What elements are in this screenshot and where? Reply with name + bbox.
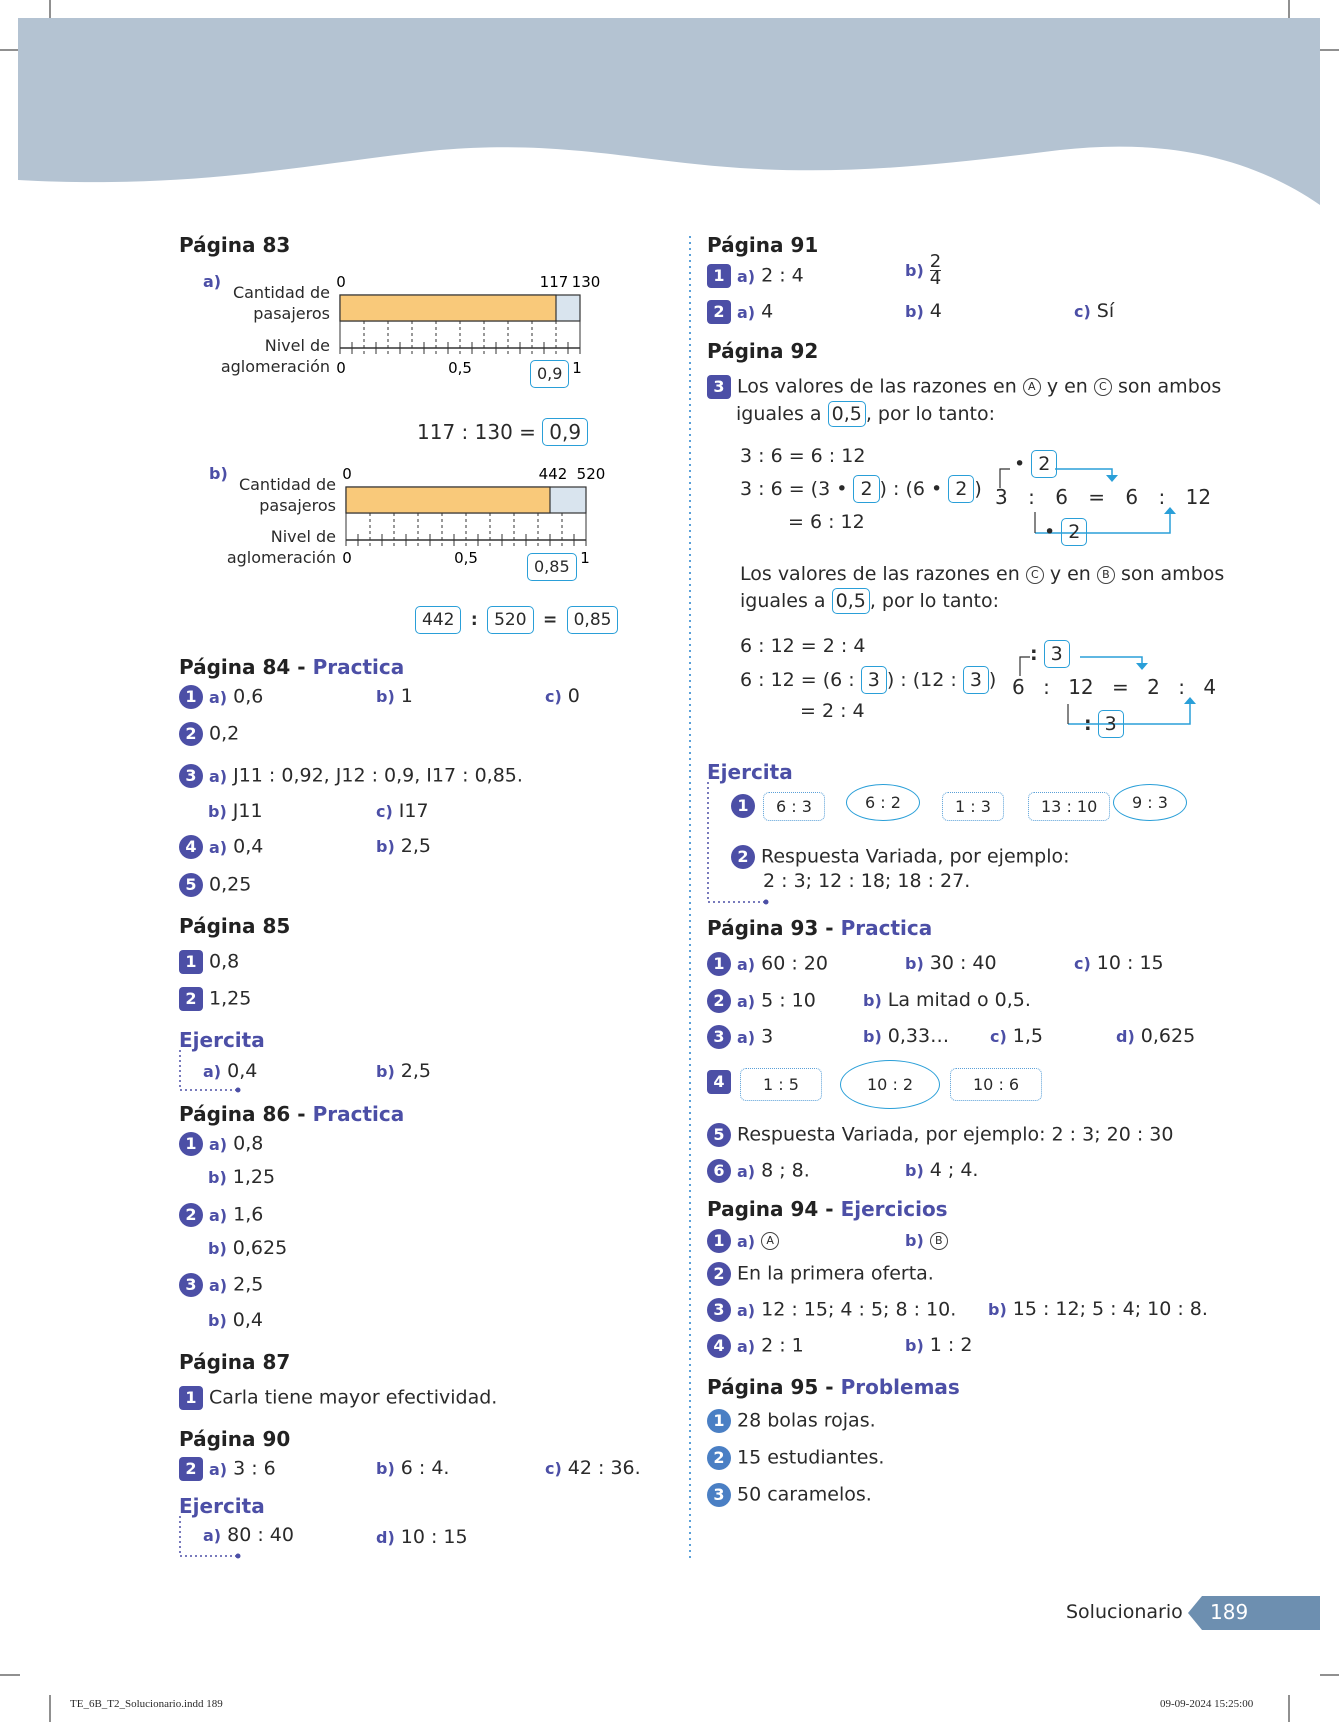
p90-q2-c: c) 42 : 36. (545, 1457, 641, 1479)
p94-q4-b: b) 1 : 2 (905, 1334, 973, 1356)
p92-ej2: 2 Respuesta Variada, por ejemplo: (731, 845, 1070, 869)
p90-ej-a: a) 80 : 40 (203, 1524, 294, 1546)
p92-ej1-item-3: 1 : 3 (942, 792, 1004, 821)
p91-q2-b: b) 4 (905, 300, 942, 322)
page-84-title: Página 84 - Practica (179, 655, 405, 679)
p92-q3-d2-top: : 3 (1030, 640, 1070, 668)
p83-a-bar-fill (340, 295, 556, 321)
p83-a-label: a) (203, 272, 222, 291)
p92-q3-d2-bot: : 3 (1084, 710, 1124, 738)
p93-q5: 5 Respuesta Variada, por ejemplo: 2 : 3; 20 : 30 (707, 1123, 1173, 1147)
p84-q4-b: b) 2,5 (376, 835, 431, 857)
page-92-title: Página 92 (707, 339, 819, 363)
p92-q3-line3: Los valores de las razones en C y en B son ambos (740, 563, 1225, 585)
p93-q4-item-2-circled: 10 : 2 (840, 1060, 940, 1109)
p93-q1-c: c) 10 : 15 (1074, 952, 1164, 974)
p83-b-ticks (346, 513, 586, 546)
p90-q2-b: b) 6 : 4. (376, 1457, 450, 1479)
p86-q3-b: b) 0,4 (208, 1309, 263, 1331)
footer-page-tab (1188, 1596, 1320, 1630)
p86-q2-b: b) 0,625 (208, 1237, 288, 1259)
p83-b-bot-0: 0 (342, 549, 352, 567)
footer-label: Solucionario (1066, 1601, 1183, 1623)
column-divider (688, 236, 692, 1558)
p83-a-equation: 117 : 130 = 0,9 (417, 418, 588, 446)
p85-q1: 1 0,8 (179, 950, 239, 974)
p95-q3: 3 50 caramelos. (707, 1483, 872, 1507)
p92-q3-d2-row: 6 : 12 = 2 : 4 (1012, 675, 1217, 699)
p92-q3-eq4: 6 : 12 = 2 : 4 (740, 635, 866, 657)
p92-q3-eq5: 6 : 12 = (6 : 3 ) : (12 : 3 ) (740, 666, 996, 694)
p92-ejercita-title: Ejercita (707, 760, 793, 784)
p83-b-top-442: 442 (538, 465, 568, 483)
p93-q4-item-3: 10 : 6 (950, 1068, 1042, 1101)
p83-b-top-0: 0 (342, 465, 352, 483)
footer-file-info: TE_6B_T2_Solucionario.indd 189 (70, 1698, 223, 1710)
p93-q4-number: 4 (707, 1070, 737, 1094)
p83-b-eq-a: 442 (415, 606, 461, 634)
p92-q3-d1-top: • 2 (1014, 450, 1057, 478)
footer-page-number: 189 (1210, 1600, 1249, 1624)
p95-q1: 1 28 bolas rojas. (707, 1409, 876, 1433)
p84-q3-c: c) I17 (376, 800, 429, 822)
p86-q3: 3 a) 2,5 (179, 1273, 263, 1297)
p83-b-bot-1: 1 (580, 549, 590, 567)
page-95-title: Página 95 - Problemas (707, 1375, 960, 1399)
page-93-title: Página 93 - Practica (707, 916, 933, 940)
p93-q2: 2 a) 5 : 10 (707, 989, 816, 1013)
page-83-title: Página 83 (179, 233, 291, 257)
p91-q2-c: c) Sí (1074, 300, 1115, 322)
p92-ej1-item-2-circled: 6 : 2 (846, 784, 920, 821)
p84-q3: 3 a) J11 : 0,92, J12 : 0,9, I17 : 0,85. (179, 764, 523, 788)
p83-a-top-0: 0 (336, 273, 346, 291)
p92-q3-eq1: 3 : 6 = 6 : 12 (740, 445, 866, 467)
p90-ejercita-title: Ejercita (179, 1494, 265, 1518)
header-banner (0, 0, 1339, 220)
p92-ej2-line2: 2 : 3; 12 : 18; 18 : 27. (763, 870, 971, 892)
p83-a-bot-1: 1 (572, 359, 582, 377)
p83-b-equation: 442 : 520 = 0,85 (415, 606, 618, 634)
p92-q3-eq2: 3 : 6 = (3 • 2 ) : (6 • 2 ) (740, 475, 982, 503)
p83-a-answer-box: 0,9 (530, 360, 569, 388)
p83-a-row1-label: Cantidad de pasajeros (232, 283, 330, 323)
p93-q2-b: b) La mitad o 0,5. (863, 989, 1031, 1011)
p92-q3-line1: 3 Los valores de las razones en A y en C son ambos (707, 375, 1221, 399)
p84-q2: 2 0,2 (179, 722, 239, 746)
p92-ej1-item-1: 6 : 3 (763, 792, 825, 821)
p91-q1: 1 a) 2 : 4 (707, 264, 804, 288)
p83-b-label: b) (209, 464, 228, 483)
p92-q3-eq6: = 2 : 4 (800, 700, 865, 722)
p92-q3-d1-bot: • 2 (1044, 518, 1087, 546)
p93-q3-b: b) 0,33… (863, 1025, 950, 1047)
p84-q3-b: b) J11 (208, 800, 263, 822)
p83-a-ticks (340, 321, 580, 354)
p83-b-answer-box: 0,85 (527, 553, 577, 581)
p93-q6: 6 a) 8 ; 8. (707, 1159, 810, 1183)
p94-q3: 3 a) 12 : 15; 4 : 5; 8 : 10. (707, 1298, 956, 1322)
p85-ej-a: a) 0,4 (203, 1060, 258, 1082)
p83-a-bot-0: 0 (336, 359, 346, 377)
p83-b-top-520: 520 (576, 465, 606, 483)
p92-ej1-item-5-circled: 9 : 3 (1113, 784, 1187, 821)
p94-q2: 2 En la primera oferta. (707, 1262, 934, 1286)
page-90-title: Página 90 (179, 1427, 291, 1451)
p92-q3-eq3: = 6 : 12 (788, 511, 865, 533)
p86-q2: 2 a) 1,6 (179, 1203, 263, 1227)
p83-b-eq-b: 520 (487, 606, 533, 634)
p93-q3-d: d) 0,625 (1116, 1025, 1196, 1047)
p85-ejercita-title: Ejercita (179, 1028, 265, 1052)
p92-ej1-number: 1 (731, 794, 761, 818)
p94-q1-b: b) B (905, 1229, 948, 1251)
page-87-title: Página 87 (179, 1350, 291, 1374)
p83-a-top-117: 117 (539, 273, 569, 291)
p85-q2: 2 1,25 (179, 987, 251, 1011)
page-85-title: Página 85 (179, 914, 291, 938)
p92-ej1-item-4: 13 : 10 (1028, 792, 1110, 821)
p90-ej-d: d) 10 : 15 (376, 1526, 468, 1548)
p94-q4: 4 a) 2 : 1 (707, 1334, 804, 1358)
p83-a-row2-label: Nivel de aglomeración (220, 336, 330, 376)
crop-marks (0, 1660, 1339, 1722)
p84-q1-c: c) 0 (545, 685, 580, 707)
p83-b-row1-label: Cantidad de pasajeros (238, 475, 336, 515)
p83-b-eq-answer: 0,85 (567, 606, 619, 634)
p93-q4-item-1: 1 : 5 (740, 1068, 822, 1101)
p84-q1-b: b) 1 (376, 685, 413, 707)
p83-a-top-130: 130 (571, 273, 601, 291)
page-91-title: Página 91 (707, 233, 819, 257)
p84-q1: 1 a) 0,6 (179, 685, 263, 709)
p83-b-bot-mid: 0,5 (454, 549, 478, 567)
p94-q3-b: b) 15 : 12; 5 : 4; 10 : 8. (988, 1298, 1208, 1320)
footer-timestamp: 09-09-2024 15:25:00 (1160, 1698, 1254, 1710)
page-94-title: Pagina 94 - Ejercicios (707, 1197, 948, 1221)
p93-q1-b: b) 30 : 40 (905, 952, 997, 974)
p95-q2: 2 15 estudiantes. (707, 1446, 884, 1470)
p91-q1-b: b) $\frac{2}{4}$ (905, 251, 942, 289)
p86-q1-b: b) 1,25 (208, 1166, 276, 1188)
p90-q2: 2 a) 3 : 6 (179, 1457, 276, 1481)
p84-q4: 4 a) 0,4 (179, 835, 263, 859)
p83-b-bar-fill (346, 487, 550, 513)
p92-q3-line4: iguales a 0,5 , por lo tanto: (740, 590, 1000, 612)
p93-q6-b: b) 4 ; 4. (905, 1159, 979, 1181)
p92-q3-line2: iguales a 0,5 , por lo tanto: (736, 403, 996, 425)
p86-q1: 1 a) 0,8 (179, 1132, 263, 1156)
p93-q3: 3 a) 3 (707, 1025, 773, 1049)
p83-a-eq-answer: 0,9 (542, 418, 588, 446)
p83-a-bot-mid: 0,5 (448, 359, 472, 377)
p85-ej-b: b) 2,5 (376, 1060, 431, 1082)
p93-q1: 1 a) 60 : 20 (707, 952, 828, 976)
page-86-title: Página 86 - Practica (179, 1102, 405, 1126)
p92-q3-d1-row: 3 : 6 = 6 : 12 (995, 485, 1212, 509)
p93-q3-c: c) 1,5 (990, 1025, 1044, 1047)
p91-q2: 2 a) 4 (707, 300, 773, 324)
p84-q5: 5 0,25 (179, 873, 251, 897)
p94-q1: 1 a) A (707, 1229, 779, 1253)
p83-b-row2-label: Nivel de aglomeración (226, 527, 336, 567)
p87-q1: 1 Carla tiene mayor efectividad. (179, 1386, 497, 1410)
